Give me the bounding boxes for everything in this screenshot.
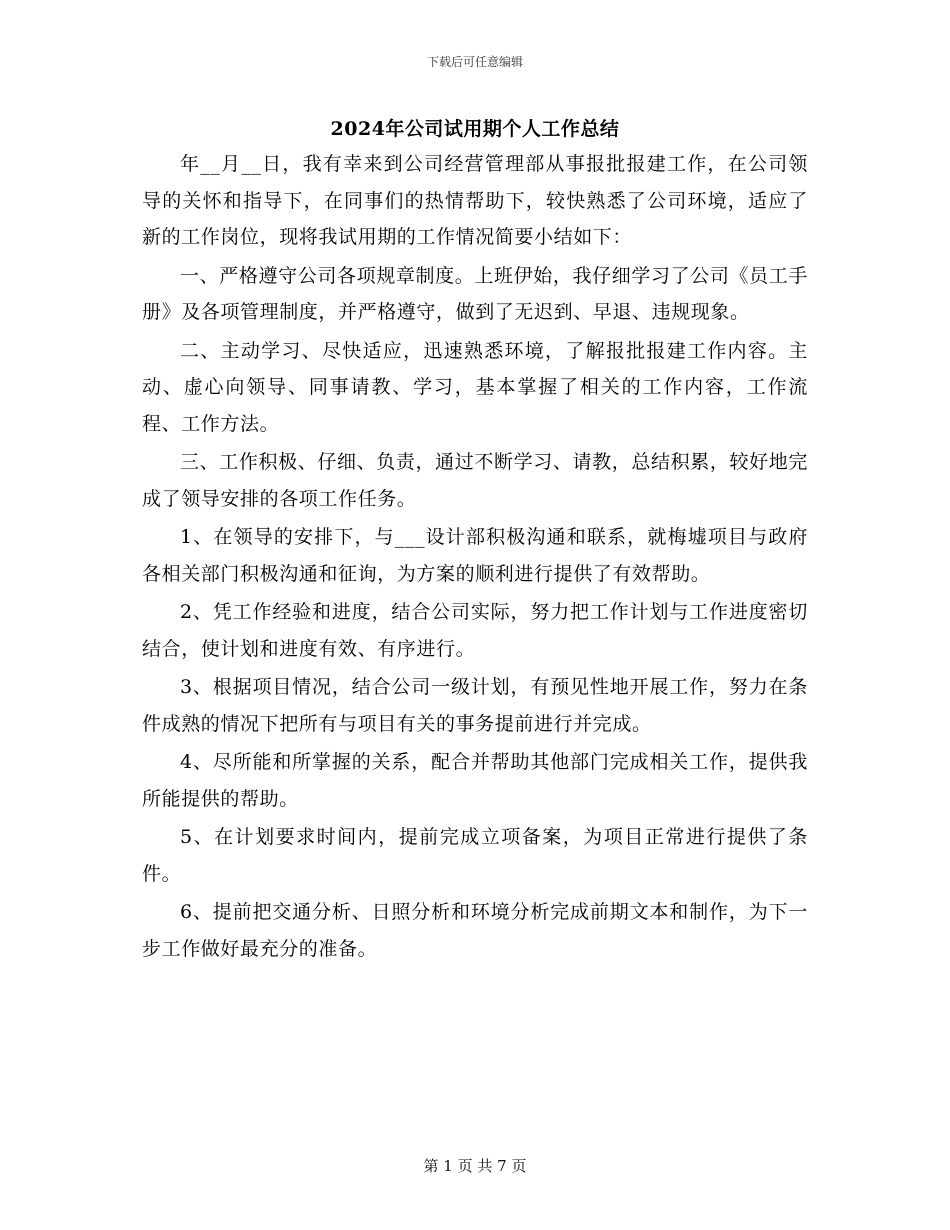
paragraph-item-3: 3、根据项目情况，结合公司一级计划，有预见性地开展工作，努力在条件成熟的情况下把所有与项目有关的事务提前进行并完成。	[142, 676, 808, 735]
paragraph-rules: 一、严格遵守公司各项规章制度。上班伊始，我仔细学习了公司《员工手册》及各项管理制度，并严格遵守，做到了无迟到、早退、违规现象。	[142, 264, 808, 323]
paragraph-item-6: 6、提前把交通分析、日照分析和环境分析完成前期文本和制作，为下一步工作做好最充分的准备。	[142, 901, 808, 960]
paragraph-diligence: 三、工作积极、仔细、负责，通过不断学习、请教，总结积累，较好地完成了领导安排的各项工作任务。	[142, 451, 808, 510]
document-body	[142, 146, 808, 967]
paragraph-learning: 二、主动学习、尽快适应，迅速熟悉环境，了解报批报建工作内容。主动、虚心向领导、同事请教、学习，基本掌握了相关的工作内容，工作流程、工作方法。	[142, 339, 808, 435]
page-indicator: 第 1 页 共 7 页	[423, 1157, 527, 1175]
paragraph-item-5: 5、在计划要求时间内，提前完成立项备案，为项目正常进行提供了条件。	[142, 826, 808, 885]
paragraph-intro: 年__月__日，我有幸来到公司经营管理部从事报批报建工作，在公司领导的关怀和指导下，在同事们的热情帮助下，较快熟悉了公司环境，适应了新的工作岗位，现将我试用期的工作情况简要小结如下：	[142, 153, 808, 248]
header-note: 下载后可任意编辑	[426, 55, 523, 69]
paragraph-item-2: 2、凭工作经验和进度，结合公司实际，努力把工作计划与工作进度密切结合，使计划和进度有效、有序进行。	[142, 601, 808, 660]
paragraph-item-4: 4、尽所能和所掌握的关系，配合并帮助其他部门完成相关工作，提供我所能提供的帮助。	[142, 751, 808, 810]
paragraph-item-1: 1、在领导的安排下，与___设计部积极沟通和联系，就梅墟项目与政府各相关部门积极沟通和征询，为方案的顺利进行提供了有效帮助。	[142, 526, 808, 585]
document-title: 2024年公司试用期个人工作总结	[330, 118, 620, 140]
